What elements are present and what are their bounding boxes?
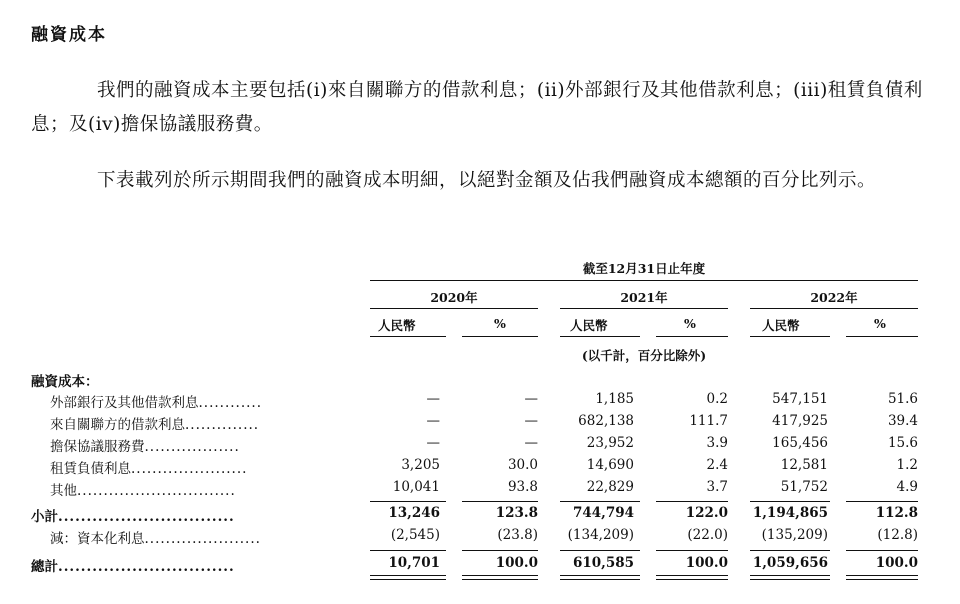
total-rule-double-2 [750,579,830,580]
row-label [50,457,247,477]
subtotal-rule [560,501,640,502]
year-2022-header: 2022年 [810,290,858,305]
table-cell: 10,041 [392,479,440,495]
subtotal-rule [656,501,728,502]
table-cell: — [426,435,440,451]
table-cell: 111.7 [689,413,728,429]
table-cell: 93.8 [507,479,538,495]
total-rule-double-2 [370,579,446,580]
table-cell: 13,246 [388,505,440,521]
leader-dots: ...................... [144,531,261,547]
table-cell: 682,138 [578,413,634,429]
row-label [50,479,236,499]
leader-dots: ............................... [58,509,235,525]
table-cell: 51,752 [780,479,828,495]
table-cell: 123.8 [495,505,538,521]
total-rule-top [846,550,918,551]
table-cell: 3,205 [401,457,440,473]
total-rule-top [370,550,446,551]
row-label-text: 擔保協議服務費 [50,439,145,455]
total-rule-top [560,550,640,551]
total-rule-double-1 [750,575,830,576]
row-label-text: 減：資本化利息 [50,531,145,547]
table-cell: 0.2 [706,391,728,407]
table-cell: 30.0 [507,457,538,473]
total-rule-double-2 [846,579,918,580]
subtotal-rule [462,501,538,502]
table-cell: (22.0) [687,527,728,543]
total-rule-double-2 [462,579,538,580]
total-rule-double-1 [560,575,640,576]
row-label [50,435,240,455]
table-cell: 3.7 [706,479,728,495]
table-cell: 51.6 [887,391,918,407]
table-cell: (2,545) [390,527,440,543]
leader-dots: .............................. [77,483,236,499]
currency-header-2020: 人民幣 [378,318,416,333]
currency-header-2022: 人民幣 [762,318,800,333]
table-cell: 1,185 [595,391,634,407]
year-2022-rule [750,308,918,309]
total-rule-double-1 [846,575,918,576]
leader-dots: .............. [185,417,260,433]
row-label-text: 其他 [50,483,77,499]
group-label: 融資成本： [31,374,99,390]
table-cell: 3.9 [706,435,728,451]
percent-header-2022: % [874,316,886,331]
table-cell: 417,925 [772,413,828,429]
table-cell: 2.4 [706,457,728,473]
paragraph-1-text: 我們的融資成本主要包括(i)來自關聯方的借款利息；(ii)外部銀行及其他借款利息；(iii)租賃負債利息；及(iv)擔保協議服務費。 [31,80,923,135]
table-cell: (135,209) [761,527,828,543]
col-rule-2021-a [560,336,640,337]
subtotal-rule [750,501,830,502]
paragraph-1 [31,74,931,142]
unit-note: (以千計，百分比除外) [581,348,707,363]
table-cell: 23,952 [586,435,634,451]
total-rule-double-1 [370,575,446,576]
total-rule-top [462,550,538,551]
table-cell: 100.0 [685,555,728,571]
table-cell: 744,794 [572,505,634,521]
table-cell: — [426,413,440,429]
col-rule-2021-b [656,336,728,337]
total-rule-top [750,550,830,551]
currency-header-2021: 人民幣 [570,318,608,333]
total-rule-double-2 [656,579,728,580]
table-cell: 4.9 [896,479,918,495]
total-rule-double-1 [656,575,728,576]
table-cell: 100.0 [875,555,918,571]
period-header: 截至12月31日止年度 [582,261,706,276]
row-label [31,505,235,525]
table-cell: 112.8 [875,505,918,521]
table-cell: 1.2 [896,457,918,473]
col-rule-2022-b [846,336,918,337]
table-cell: 1,059,656 [752,555,828,571]
leader-dots: .................. [144,439,240,455]
table-cell: 547,151 [772,391,828,407]
total-rule-double-1 [462,575,538,576]
total-rule-double-2 [560,579,640,580]
row-label-text: 租賃負債利息 [50,461,131,477]
percent-header-2020: % [494,316,506,331]
row-label-text: 來自關聯方的借款利息 [50,417,185,433]
table-cell: (23.8) [497,527,538,543]
row-label [31,555,235,575]
table-cell: 165,456 [772,435,828,451]
row-label-text: 小計 [31,509,58,525]
year-2020-rule [370,308,538,309]
table-cell: 14,690 [586,457,634,473]
table-cell: — [524,435,538,451]
year-2020-header: 2020年 [430,290,478,305]
table-cell: 39.4 [887,413,918,429]
table-cell: 1,194,865 [752,505,828,521]
table-cell: 610,585 [572,555,634,571]
table-cell: — [524,413,538,429]
table-cell: 22,829 [586,479,634,495]
table-cell: 100.0 [495,555,538,571]
paragraph-2 [31,164,931,198]
subtotal-rule [370,501,446,502]
table-cell: (12.8) [877,527,918,543]
leader-dots: ............ [198,395,262,411]
header-rule-top [370,280,918,281]
table-cell: 122.0 [685,505,728,521]
col-rule-2022-a [750,336,830,337]
table-cell: — [426,391,440,407]
leader-dots: ............................... [58,559,235,575]
total-rule-top [656,550,728,551]
col-rule-2020-b [462,336,538,337]
percent-header-2021: % [684,316,696,331]
paragraph-2-text: 下表載列於所示期間我們的融資成本明細，以絕對金額及佔我們融資成本總額的百分比列示。 [97,170,877,191]
table-cell: 10,701 [388,555,440,571]
year-2021-rule [560,308,728,309]
row-label-text: 外部銀行及其他借款利息 [50,395,199,411]
subtotal-rule [846,501,918,502]
row-label [50,527,261,547]
row-label-text: 總計 [31,559,58,575]
row-label [50,391,262,411]
section-title: 融資成本 [31,25,107,45]
table-cell: (134,209) [567,527,634,543]
table-cell: — [524,391,538,407]
leader-dots: ...................... [131,461,248,477]
table-cell: 12,581 [780,457,828,473]
table-cell: 15.6 [887,435,918,451]
col-rule-2020-a [370,336,446,337]
year-2021-header: 2021年 [620,290,668,305]
row-label [50,413,259,433]
